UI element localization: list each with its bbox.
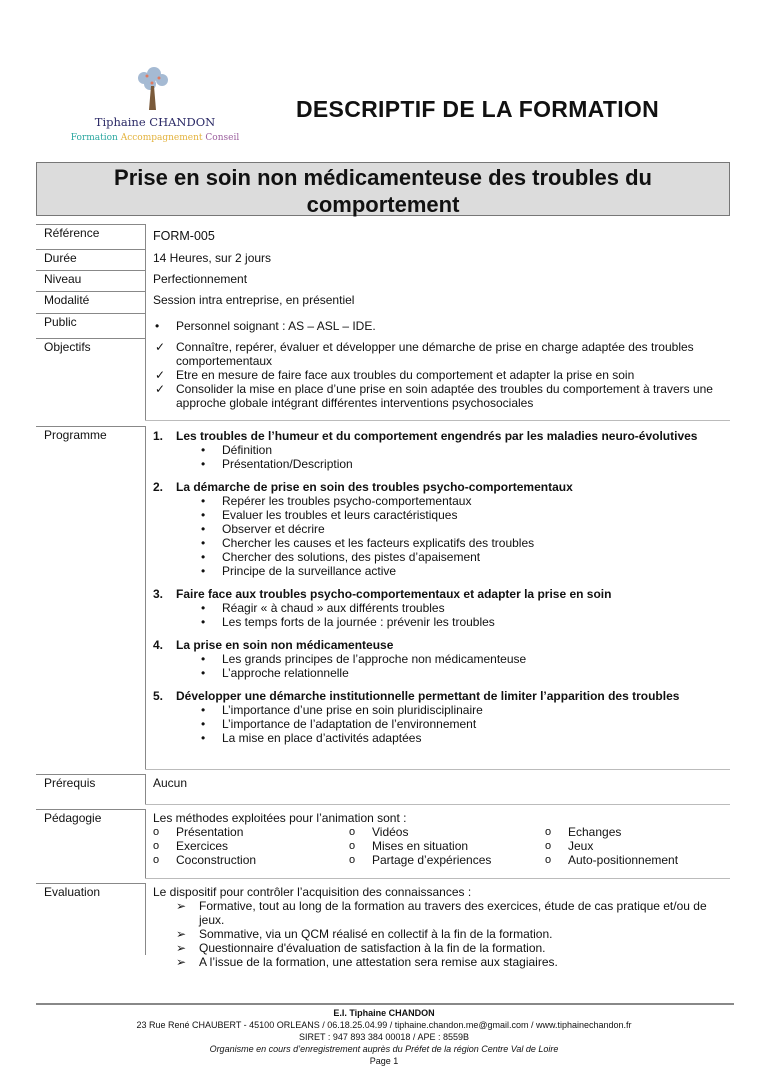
label-duree: Durée (36, 249, 145, 265)
programme-section: 1. Les troubles de l’humeur et du comportement engendrés par les maladies neuro-évolutives • Définition • Présentation/Description (153, 429, 728, 471)
list-item: ✓ Etre en mesure de faire face aux troubles du comportement et adapter la prise en soin (153, 368, 713, 382)
list-item: • L’importance d’une prise en soin pluridisciplinaire (199, 703, 728, 717)
label-niveau: Niveau (36, 270, 145, 286)
label-prerequis: Prérequis (36, 774, 145, 790)
column-divider (145, 224, 146, 420)
list-item: • Les grands principes de l’approche non médicamenteuse (199, 652, 728, 666)
footer-divider (36, 1003, 734, 1005)
list-item: • Présentation/Description (199, 457, 728, 471)
footer-siret: SIRET : 947 893 384 00018 / APE : 8559B (299, 1032, 469, 1042)
list-item: o Vidéos (349, 825, 545, 839)
label-objectifs: Objectifs (36, 338, 145, 354)
footer-company: E.I. Tiphaine CHANDON (333, 1008, 435, 1018)
label-evaluation: Evaluation (36, 883, 145, 899)
value-prerequis: Aucun (153, 776, 188, 790)
logo-tagline: Formation Accompagnement Conseil (70, 133, 240, 143)
evaluation-content (153, 885, 733, 969)
list-item: ➢ Formative, tout au long de la formation au travers des exercices, étude de cas pratique et/ou de jeux. (176, 899, 733, 927)
column-divider (145, 426, 146, 769)
list-item: ➢ A l’issue de la formation, une attestation sera remise aux stagiaires. (176, 955, 733, 969)
list-item: • La mise en place d’activités adaptées (199, 731, 728, 745)
list-item: ➢ Sommative, via un QCM réalisé en collectif à la fin de la formation. (176, 927, 733, 941)
course-title: Prise en soin non médicamenteuse des troubles du comportement (36, 162, 730, 216)
footer-registration: Organisme en cours d’enregistrement auprès du Préfet de la région Centre Val de Loire (209, 1044, 559, 1054)
value-reference: FORM-005 (153, 229, 215, 243)
row-divider (145, 420, 730, 421)
pedagogie-content (153, 811, 741, 867)
list-item: o Auto-positionnement (545, 853, 741, 867)
value-duree: 14 Heures, sur 2 jours (153, 251, 272, 265)
company-logo (70, 66, 240, 150)
list-item: • Chercher des solutions, des pistes d’apaisement (199, 550, 728, 564)
list-item: • Chercher les causes et les facteurs explicatifs des troubles (199, 536, 728, 550)
list-item: • Repérer les troubles psycho-comportementaux (199, 494, 728, 508)
list-item: o Coconstruction (153, 853, 349, 867)
list-item: • Principe de la surveillance active (199, 564, 728, 578)
row-divider (145, 769, 730, 770)
programme-section: 4. La prise en soin non médicamenteuse • Les grands principes de l’approche non médicamenteuse • L’approche relationnelle (153, 638, 728, 680)
methods-column (545, 825, 741, 867)
label-pedagogie: Pédagogie (36, 809, 145, 825)
list-item: • L’importance de l’adaptation de l’environnement (199, 717, 728, 731)
list-item: • Définition (199, 443, 728, 457)
methods-column (153, 825, 349, 867)
label-reference: Référence (36, 224, 145, 240)
column-divider (145, 774, 146, 804)
tree-icon (132, 66, 172, 114)
document-title: DESCRIPTIF DE LA FORMATION (296, 96, 660, 122)
list-item: • Personnel soignant : AS – ASL – IDE. (153, 319, 376, 333)
label-programme: Programme (36, 426, 145, 442)
list-item: • Les temps forts de la journée : prévenir les troubles (199, 615, 728, 629)
list-item: • Réagir « à chaud » aux différents troubles (199, 601, 728, 615)
column-divider (145, 883, 146, 955)
list-item: • Evaluer les troubles et leurs caractéristiques (199, 508, 728, 522)
programme-section: 5. Développer une démarche institutionnelle permettant de limiter l’apparition des troubles • L’importance d’une prise en soin pluridisciplinaire • L’importance de l’adaptation de l’environnement • La mise en place d’activités adaptées (153, 689, 728, 745)
programme-section: 2. La démarche de prise en soin des troubles psycho-comportementaux • Repérer les troubles psycho-comportementaux • Evaluer les troubles et leurs caractéristiques • Observer et décrire • Chercher les causes et les facteurs explicatifs des troubles • Chercher des solutions, des pistes d’apaisement • Principe de la surveillance active (153, 480, 728, 578)
row-divider (145, 804, 730, 805)
list-item: ✓ Consolider la mise en place d’une prise en soin adaptée des troubles du comportement à travers une approche globale intégrant différentes interventions psychosociales (153, 382, 713, 410)
list-item: ➢ Questionnaire d'évaluation de satisfaction à la fin de la formation. (176, 941, 733, 955)
footer-address: 23 Rue René CHAUBERT - 45100 ORLEANS / 06.18.25.04.99 / tiphaine.chandon.me@gmail.com / www.tiphainechandon.fr (136, 1020, 632, 1030)
programme-section: 3. Faire face aux troubles psycho-comportementaux et adapter la prise en soin • Réagir « à chaud » aux différents troubles • Les temps forts de la journée : prévenir les troubles (153, 587, 728, 629)
list-item: o Mises en situation (349, 839, 545, 853)
list-item: • Observer et décrire (199, 522, 728, 536)
evaluation-intro: Le dispositif pour contrôler l’acquisition des connaissances : (153, 885, 472, 899)
pedagogie-intro: Les méthodes exploitées pour l’animation sont : (153, 811, 407, 825)
list-item: o Echanges (545, 825, 741, 839)
objectifs-list (153, 340, 713, 410)
methods-column (349, 825, 545, 867)
list-item: • L’approche relationnelle (199, 666, 728, 680)
list-item: o Jeux (545, 839, 741, 853)
list-item: o Partage d’expériences (349, 853, 545, 867)
page-number: Page 1 (369, 1056, 399, 1066)
value-modalite: Session intra entreprise, en présentiel (153, 293, 355, 307)
logo-name: Tiphaine CHANDON (94, 115, 216, 129)
value-niveau: Perfectionnement (153, 272, 248, 286)
column-divider (145, 809, 146, 878)
list-item: o Présentation (153, 825, 349, 839)
list-item: ✓ Connaître, repérer, évaluer et développer une démarche de prise en charge adaptée des troubles comportementaux (153, 340, 713, 368)
footer (0, 1007, 768, 1067)
label-public: Public (36, 313, 145, 329)
programme-content (153, 429, 728, 754)
label-modalite: Modalité (36, 291, 145, 307)
public-list (153, 319, 376, 333)
list-item: o Exercices (153, 839, 349, 853)
row-divider (145, 878, 730, 879)
